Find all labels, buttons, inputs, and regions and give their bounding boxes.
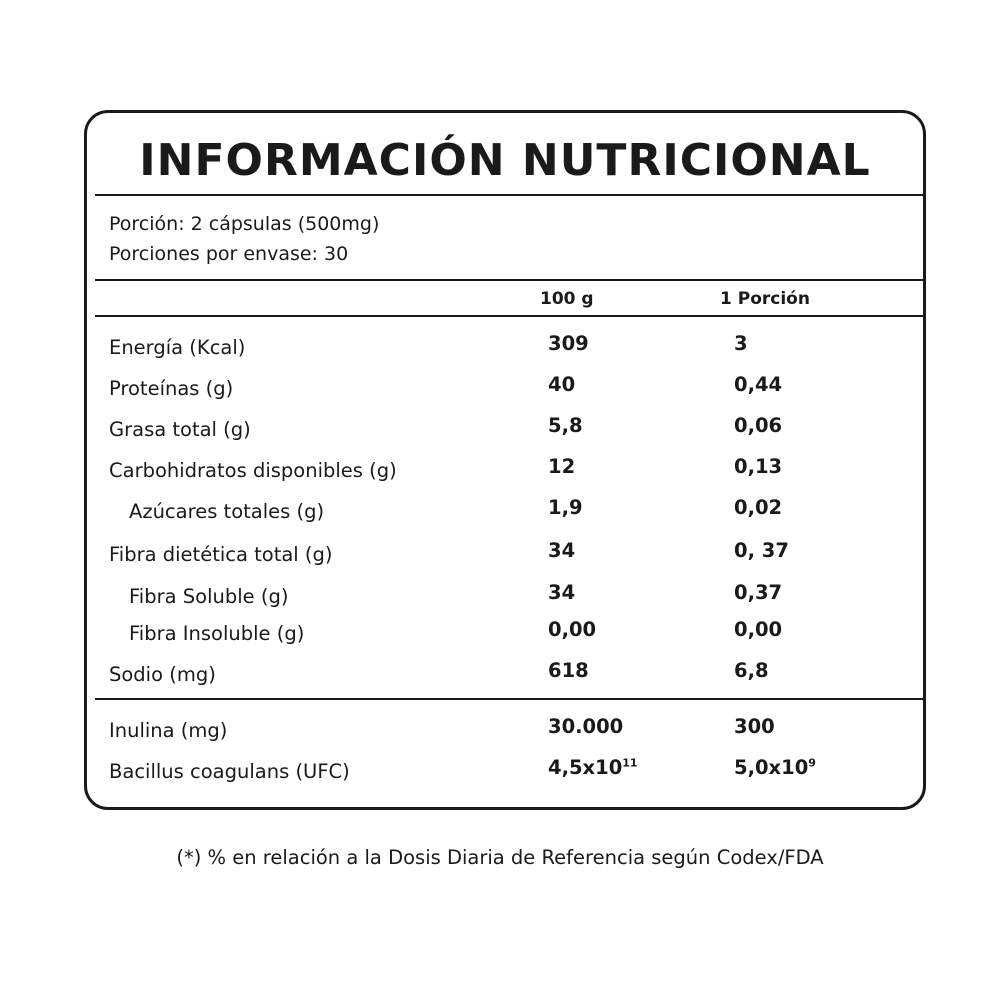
nutrient-row bbox=[87, 619, 923, 649]
nutrient-row bbox=[87, 497, 923, 527]
value-100g: 309 bbox=[548, 332, 589, 355]
value-portion: 0, 37 bbox=[734, 539, 789, 562]
nutrient-row bbox=[87, 582, 923, 612]
value-portion bbox=[734, 755, 816, 781]
divider bbox=[95, 315, 923, 317]
nutrient-label: Fibra Insoluble (g) bbox=[129, 622, 305, 645]
divider bbox=[95, 279, 923, 281]
nutrient-row bbox=[87, 374, 923, 404]
footnote: (*) % en relación a la Dosis Diaria de Referencia según Codex/FDA bbox=[176, 846, 824, 869]
value-portion: 0,37 bbox=[734, 581, 783, 604]
nutrient-row bbox=[87, 757, 923, 787]
value-portion: 0,02 bbox=[734, 496, 783, 519]
column-header-portion: 1 Porción bbox=[720, 289, 810, 309]
value-portion: 6,8 bbox=[734, 659, 769, 682]
panel-title: INFORMACIÓN NUTRICIONAL bbox=[139, 135, 871, 186]
nutrient-label: Grasa total (g) bbox=[109, 418, 251, 441]
nutrient-label: Energía (Kcal) bbox=[109, 336, 246, 359]
nutrient-label: Bacillus coagulans (UFC) bbox=[109, 760, 350, 783]
value-100g: 40 bbox=[548, 373, 576, 396]
column-header-100g: 100 g bbox=[540, 289, 594, 309]
value-100g: 0,00 bbox=[548, 618, 597, 641]
divider bbox=[95, 194, 923, 196]
nutrient-label: Inulina (mg) bbox=[109, 719, 228, 742]
value-portion: 0,44 bbox=[734, 373, 783, 396]
nutrient-label: Fibra dietética total (g) bbox=[109, 543, 333, 566]
value-100g: 34 bbox=[548, 539, 576, 562]
value-exponent: 11 bbox=[622, 756, 638, 770]
value-portion: 0,06 bbox=[734, 414, 783, 437]
nutrient-row bbox=[87, 660, 923, 690]
servings-per-container: Porciones por envase: 30 bbox=[109, 243, 349, 265]
value-100g: 618 bbox=[548, 659, 589, 682]
value-100g: 1,9 bbox=[548, 496, 583, 519]
nutrient-row bbox=[87, 456, 923, 486]
value-100g: 34 bbox=[548, 581, 576, 604]
value-portion: 0,13 bbox=[734, 455, 783, 478]
nutrient-row bbox=[87, 415, 923, 445]
divider bbox=[95, 698, 923, 700]
value-exponent: 9 bbox=[808, 756, 816, 770]
nutrient-label: Fibra Soluble (g) bbox=[129, 585, 289, 608]
nutrient-label: Azúcares totales (g) bbox=[129, 500, 325, 523]
nutrient-label: Proteínas (g) bbox=[109, 377, 234, 400]
nutrient-label: Carbohidratos disponibles (g) bbox=[109, 459, 397, 482]
value-100g: 12 bbox=[548, 455, 576, 478]
value-base: 5,0x10 bbox=[734, 756, 809, 779]
value-100g: 5,8 bbox=[548, 414, 583, 437]
value-100g bbox=[548, 755, 638, 781]
nutrient-label: Sodio (mg) bbox=[109, 663, 216, 686]
serving-size: Porción: 2 cápsulas (500mg) bbox=[109, 213, 380, 235]
nutrient-row bbox=[87, 333, 923, 363]
value-100g: 30.000 bbox=[548, 715, 624, 738]
value-portion: 3 bbox=[734, 332, 748, 355]
nutrient-row bbox=[87, 716, 923, 746]
value-portion: 0,00 bbox=[734, 618, 783, 641]
value-base: 4,5x10 bbox=[548, 756, 623, 779]
value-portion: 300 bbox=[734, 715, 775, 738]
nutrient-row bbox=[87, 540, 923, 570]
nutrition-facts-panel bbox=[84, 110, 926, 810]
